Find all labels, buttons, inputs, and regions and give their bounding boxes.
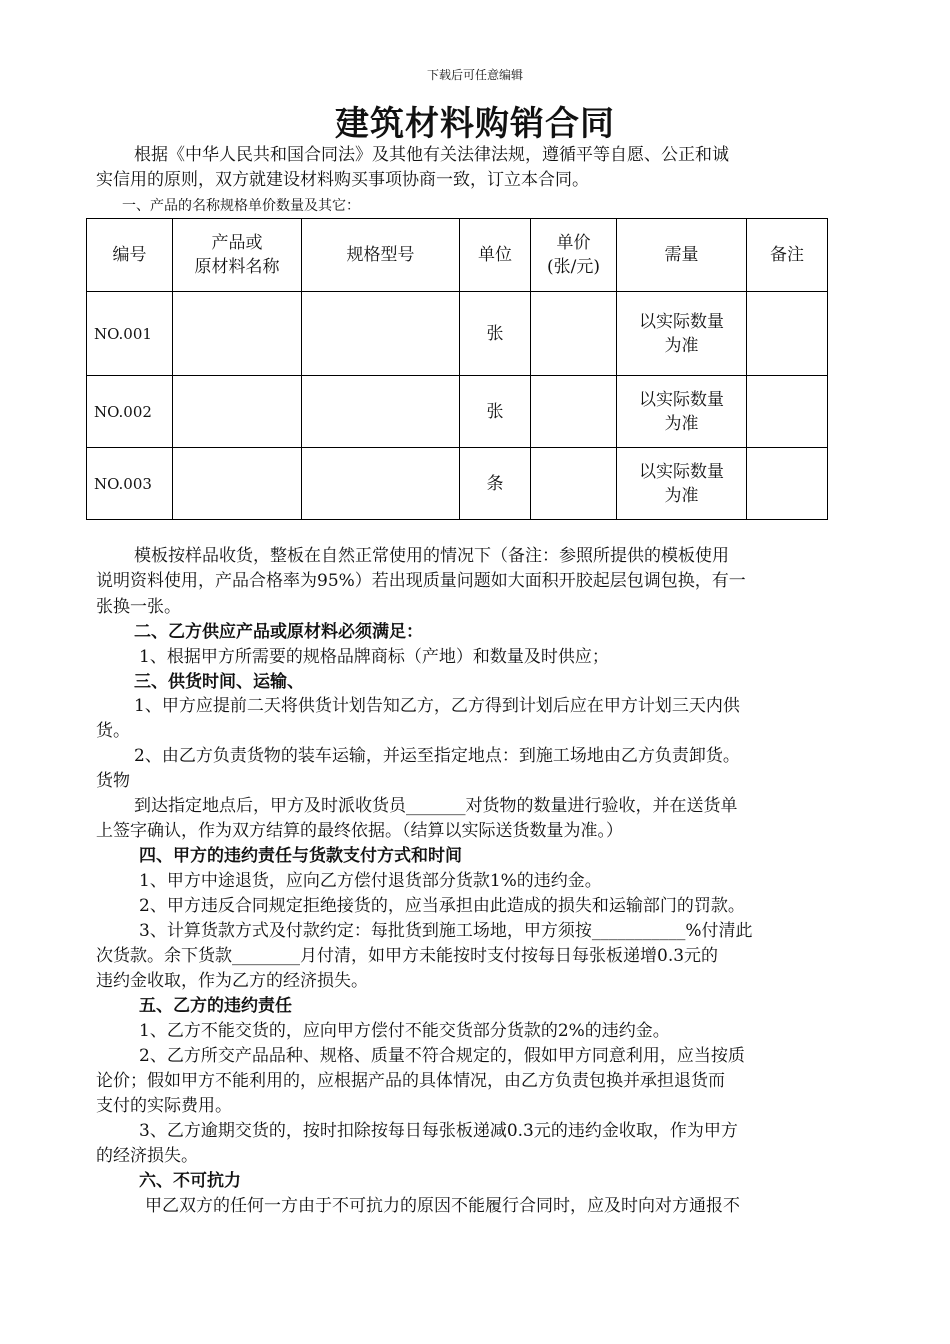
cell-name	[173, 448, 302, 520]
section-2-item-1: 1、根据甲方所需要的规格品牌商标（产地）和数量及时供应；	[139, 647, 609, 667]
cell-unit: 条	[460, 448, 531, 520]
section-6-line-1: 甲乙双方的任何一方由于不可抗力的原因不能履行合同时，应及时向对方通报不	[145, 1196, 740, 1216]
cell-unit: 张	[460, 292, 531, 376]
intro-line-1: 根据《中华人民共和国合同法》及其他有关法律法规，遵循平等自愿、公正和诚	[134, 145, 729, 165]
section-5-item-3-line-1: 3、乙方逾期交货的，按时扣除按每日每张板递减0.3元的违约金收取，作为甲方	[139, 1121, 738, 1141]
cell-number: NO.003	[87, 448, 173, 520]
table-row	[87, 376, 828, 448]
cell-spec	[302, 448, 460, 520]
section-3-heading: 三、供货时间、运输、	[134, 672, 304, 692]
section-4-heading: 四、甲方的违约责任与货款支付方式和时间	[139, 846, 462, 866]
cell-remark	[747, 448, 828, 520]
section-5-item-3-line-2: 的经济损失。	[96, 1146, 198, 1166]
section-4-item-3-line-2: 次货款。余下货款________月付清，如甲方未能按时支付按每日每张板递增0.3元的	[96, 946, 719, 966]
cell-name	[173, 376, 302, 448]
section-5-item-1: 1、乙方不能交货的，应向甲方偿付不能交货部分货款的2%的违约金。	[139, 1021, 670, 1041]
section-5-item-2-line-2: 论价；假如甲方不能利用的，应根据产品的具体情况，由乙方负责包换并承担退货而	[96, 1071, 725, 1091]
section-2-heading: 二、乙方供应产品或原材料必须满足：	[134, 622, 423, 642]
section-3-item-2-line-4: 上签字确认，作为双方结算的最终依据。（结算以实际送货数量为准。）	[96, 821, 623, 841]
header-number: 编号	[87, 219, 173, 292]
cell-unit: 张	[460, 376, 531, 448]
section-3-item-1-line-2: 货。	[96, 721, 130, 741]
section-3-item-1-line-1: 1、甲方应提前二天将供货计划告知乙方，乙方得到计划后应在甲方计划三天内供	[134, 696, 740, 716]
section-5-heading: 五、乙方的违约责任	[139, 996, 292, 1016]
section-4-item-1: 1、甲方中途退货，应向乙方偿付退货部分货款1%的违约金。	[139, 871, 602, 891]
header-name: 产品或 原材料名称	[173, 219, 302, 292]
header-note: 下载后可任意编辑	[426, 68, 523, 82]
table-row	[87, 448, 828, 520]
table-row	[87, 292, 828, 376]
cell-price	[531, 376, 617, 448]
section-5-item-2-line-1: 2、乙方所交产品品种、规格、质量不符合规定的，假如甲方同意利用，应当按质	[139, 1046, 745, 1066]
product-table	[86, 218, 828, 520]
quality-line-3: 张换一张。	[96, 597, 181, 617]
section-3-item-2-line-2: 货物	[96, 771, 130, 791]
section-6-heading: 六、不可抗力	[139, 1171, 241, 1191]
header-qty: 需量	[617, 219, 747, 292]
cell-qty: 以实际数量 为准	[617, 448, 747, 520]
intro-line-2: 实信用的原则，双方就建设材料购买事项协商一致，订立本合同。	[96, 170, 589, 190]
header-remark: 备注	[747, 219, 828, 292]
cell-name	[173, 292, 302, 376]
cell-number: NO.002	[87, 376, 173, 448]
section-4-item-3-line-1: 3、计算货款方式及付款约定：每批货到施工场地，甲方须按___________%付清此	[139, 921, 753, 941]
cell-spec	[302, 376, 460, 448]
section-4-item-2: 2、甲方违反合同规定拒绝接货的，应当承担由此造成的损失和运输部门的罚款。	[139, 896, 745, 916]
section-5-item-2-line-3: 支付的实际费用。	[96, 1096, 232, 1116]
cell-price	[531, 292, 617, 376]
header-price: 单价 (张/元)	[531, 219, 617, 292]
table-header-row	[87, 219, 828, 292]
cell-qty: 以实际数量 为准	[617, 376, 747, 448]
quality-line-1: 模板按样品收货，整板在自然正常使用的情况下（备注：参照所提供的模板使用	[134, 546, 729, 566]
section-4-item-3-line-3: 违约金收取，作为乙方的经济损失。	[96, 971, 368, 991]
section-1-heading: 一、产品的名称规格单价数量及其它：	[122, 198, 360, 214]
cell-number: NO.001	[87, 292, 173, 376]
section-3-item-2-line-1: 2、由乙方负责货物的装车运输，并运至指定地点：到施工场地由乙方负责卸货。	[134, 746, 740, 766]
header-unit: 单位	[460, 219, 531, 292]
quality-line-2: 说明资料使用，产品合格率为95%）若出现质量问题如大面积开胶起层包调包换，有一	[96, 571, 746, 591]
section-3-item-2-line-3: 到达指定地点后，甲方及时派收货员_______对货物的数量进行验收，并在送货单	[134, 796, 738, 816]
cell-qty: 以实际数量 为准	[617, 292, 747, 376]
document-title: 建筑材料购销合同	[335, 104, 615, 144]
header-spec: 规格型号	[302, 219, 460, 292]
cell-price	[531, 448, 617, 520]
cell-spec	[302, 292, 460, 376]
cell-remark	[747, 376, 828, 448]
cell-remark	[747, 292, 828, 376]
